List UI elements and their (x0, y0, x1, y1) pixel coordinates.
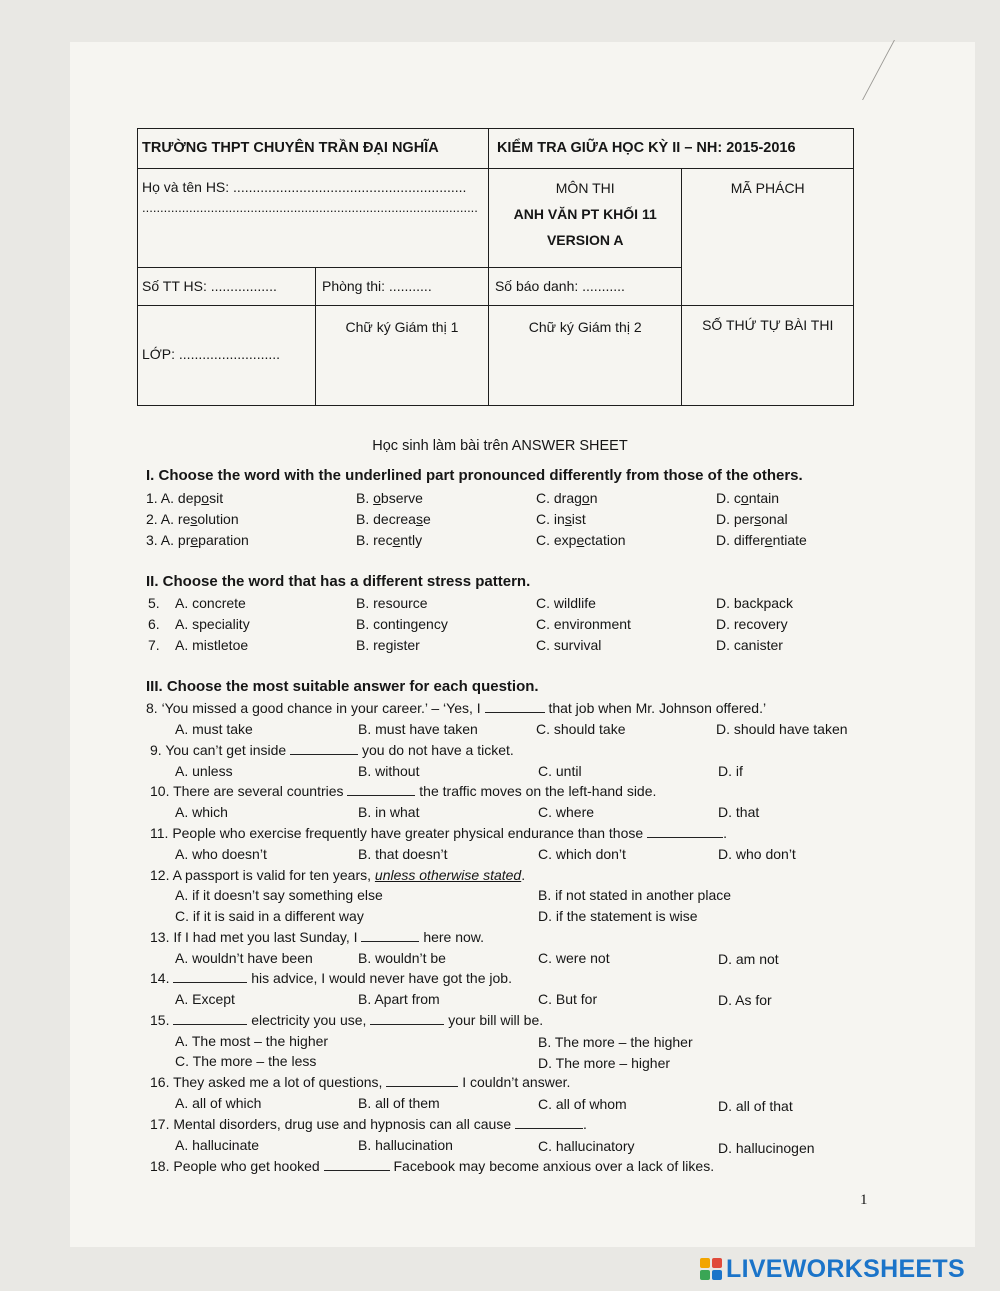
q3-c-underline: e (576, 532, 585, 548)
exam-cell (488, 129, 853, 169)
lop-label: LỚP: .......................... (142, 346, 281, 362)
q15-option-a: A. The most – the higher (175, 1033, 329, 1049)
q2-a-rest: olution (197, 511, 239, 527)
q1-b-text: B. (356, 490, 374, 506)
so-bao-danh-label: Số báo danh: ........... (494, 278, 625, 294)
q5-option-d: D. backpack (716, 595, 794, 611)
q1-option-a (146, 490, 223, 506)
so-tt-label: Số TT HS: ................. (142, 278, 277, 294)
q16-option-c: C. all of whom (538, 1096, 627, 1112)
q14-option-a: A. Except (175, 991, 235, 1007)
q3-d-rest: ntiate (772, 532, 807, 548)
q9-stem-start: 9. You can’t get inside (150, 742, 287, 758)
q17-stem (150, 1116, 587, 1132)
q6-option-d: D. recovery (716, 616, 788, 632)
q14-option-c: C. But for (538, 991, 598, 1007)
q3-option-d (716, 532, 807, 548)
q14-option-d: D. As for (718, 992, 772, 1008)
q16-stem-end: I couldn’t answer. (462, 1074, 571, 1090)
q1-option-c (536, 490, 598, 506)
q12-stem (150, 867, 525, 883)
q2-option-b (356, 511, 431, 527)
q14-answer-blank[interactable] (173, 970, 247, 983)
q16-stem (150, 1074, 570, 1090)
q3-d-text: D. differ (716, 532, 765, 548)
q16-option-d: D. all of that (718, 1098, 793, 1114)
q3-option-b (356, 532, 422, 548)
q2-d-text: D. per (716, 511, 755, 527)
q13-answer-blank[interactable] (361, 929, 419, 942)
q13-stem-end: here now. (423, 929, 485, 945)
q13-option-d: D. am not (718, 951, 779, 967)
exam-title: KIỂM TRA GIỮA HỌC KỲ II – NH: 2015-2016 (496, 140, 796, 156)
q1-option-d (716, 490, 779, 506)
q10-stem-end: the traffic moves on the left-hand side. (419, 783, 657, 799)
q7-option-c: C. survival (536, 637, 602, 653)
q18-stem-end: Facebook may become anxious over a lack of likes. (393, 1158, 715, 1174)
q9-option-c: C. until (538, 763, 582, 779)
q3-a-underline: e (190, 532, 199, 548)
q7-option-a: A. mistletoe (175, 637, 249, 653)
q15-answer-blank-1[interactable] (173, 1012, 247, 1025)
q1-b-rest: bserve (380, 490, 423, 506)
q6-option-b: B. contingency (356, 616, 448, 632)
q13-option-b: B. wouldn’t be (358, 950, 446, 966)
q8-option-d: D. should have taken (716, 721, 848, 737)
q9-option-d: D. if (718, 763, 743, 779)
q2-b-text: B. decrea (356, 511, 416, 527)
q1-d-underline: o (740, 490, 749, 506)
q12-stem-end: . (521, 867, 526, 883)
q12-stem-start: 12. A passport is valid for ten years, (150, 867, 372, 883)
q9-option-b: B. without (358, 763, 420, 779)
q12-option-c: C. if it is said in a different way (175, 908, 364, 924)
so-thu-tu-cell (682, 306, 854, 406)
q12-option-a: A. if it doesn’t say something else (175, 887, 383, 903)
exam-header-table (137, 128, 854, 406)
version-label: VERSION A (546, 232, 624, 248)
q8-stem-start: 8. ‘You missed a good chance in your career.’ – ‘Yes, I (146, 700, 481, 716)
q12-option-d: D. if the statement is wise (538, 908, 698, 924)
q2-number: 2. A. (146, 511, 175, 527)
page-number: 1 (860, 1192, 868, 1208)
q15-option-d: D. The more – higher (538, 1055, 671, 1071)
q2-c-underline: s (564, 511, 572, 527)
q1-a-underline: o (201, 490, 210, 506)
q3-b-underline: e (392, 532, 401, 548)
q1-b-underline: o (373, 490, 381, 506)
chu-ky-1-cell (315, 306, 488, 406)
q3-number: 3. A. (146, 532, 175, 548)
q2-option-c (536, 511, 586, 527)
q8-option-c: C. should take (536, 721, 626, 737)
q3-b-text: B. rec (356, 532, 393, 548)
q9-stem-end: you do not have a ticket. (362, 742, 514, 758)
q3-a-text: pr (177, 532, 191, 548)
q11-stem (150, 825, 727, 841)
chu-ky-2-label: Chữ ký Giám thị 2 (528, 319, 642, 335)
q10-stem (150, 783, 656, 799)
q14-stem-end: his advice, I would never have got the job. (251, 970, 512, 986)
ma-phach-cell (682, 169, 854, 306)
liveworksheets-logo[interactable] (700, 1254, 965, 1284)
school-name: TRƯỜNG THPT CHUYÊN TRẦN ĐẠI NGHĨA (142, 140, 439, 156)
q1-a-text: dep (177, 490, 202, 506)
instruction-text: Học sinh làm bài trên ANSWER SHEET (372, 438, 628, 454)
q1-d-text: D. c (716, 490, 741, 506)
ma-phach-label: MÃ PHÁCH (730, 180, 805, 196)
student-name-dots: ............................................................................................. (142, 200, 478, 215)
q14-stem (150, 970, 512, 986)
q5-number: 5. (148, 595, 160, 611)
q8-stem-end: that job when Mr. Johnson offered.’ (548, 700, 767, 716)
school-cell (138, 129, 489, 169)
q9-option-a: A. unless (175, 763, 233, 779)
instruction-title (0, 438, 1000, 454)
q13-stem (150, 929, 484, 945)
phong-thi-cell (315, 268, 488, 306)
q1-c-rest: n (589, 490, 598, 506)
q15-option-b: B. The more – the higher (538, 1034, 693, 1050)
q3-option-a (146, 532, 249, 548)
q2-d-underline: s (754, 511, 762, 527)
q6-option-a: A. speciality (175, 616, 250, 632)
q15-stem (150, 1012, 543, 1028)
q10-stem-start: 10. There are several countries (150, 783, 344, 799)
q16-answer-blank[interactable] (386, 1074, 458, 1087)
q7-option-d: D. canister (716, 637, 783, 653)
q15-stem-end: your bill will be. (448, 1012, 544, 1028)
q11-answer-blank[interactable] (647, 825, 723, 838)
q10-answer-blank[interactable] (347, 783, 415, 796)
q11-stem-start: 11. People who exercise frequently have greater physical endurance than those (150, 825, 644, 841)
q2-a-text: re (177, 511, 191, 527)
q18-stem-start: 18. People who get hooked (150, 1158, 320, 1174)
q11-option-c: C. which don’t (538, 846, 626, 862)
q12-option-b: B. if not stated in another place (538, 887, 732, 903)
q6-number: 6. (148, 616, 160, 632)
q2-option-a (146, 511, 239, 527)
q3-a-rest: paration (198, 532, 249, 548)
so-bao-danh-cell (488, 268, 682, 306)
logo-squares-icon (700, 1258, 722, 1280)
q12-underlined-phrase: unless otherwise stated (374, 867, 522, 883)
q15-number: 15. (150, 1012, 170, 1028)
q1-number: 1. A. (146, 490, 175, 506)
q17-answer-blank[interactable] (515, 1116, 583, 1129)
q3-c-text: C. exp (536, 532, 577, 548)
student-name-label: Họ và tên HS: ............................................................ (142, 179, 467, 195)
q2-a-underline: s (190, 511, 198, 527)
q14-number: 14. (150, 970, 170, 986)
q15-option-c: C. The more – the less (175, 1053, 317, 1069)
q13-option-a: A. wouldn’t have been (175, 950, 313, 966)
q16-option-a: A. all of which (175, 1095, 262, 1111)
q7-option-b: B. register (356, 637, 420, 653)
q2-b-underline: s (415, 511, 423, 527)
q1-option-b (356, 490, 423, 506)
logo-text: LIVEWORKSHEETS (726, 1254, 965, 1283)
so-thu-tu-label: SỐ THỨ TỰ BÀI THI (702, 317, 834, 333)
q17-stem-end: . (583, 1116, 587, 1132)
q6-option-c: C. environment (536, 616, 631, 632)
q10-option-a: A. which (175, 804, 228, 820)
q8-option-b: B. must have taken (358, 721, 478, 737)
q5-option-b: B. resource (356, 595, 428, 611)
q18-stem (150, 1158, 714, 1174)
phong-thi-label: Phòng thi: ........... (321, 278, 432, 294)
q9-stem (150, 742, 514, 758)
q15-stem-middle: electricity you use, (251, 1012, 367, 1028)
chu-ky-1-label: Chữ ký Giám thị 1 (345, 319, 459, 335)
q2-b-rest: e (422, 511, 431, 527)
q8-stem (146, 700, 766, 716)
q10-option-c: C. where (538, 804, 595, 820)
q1-d-rest: ntain (748, 490, 780, 506)
q2-c-text: C. in (536, 511, 565, 527)
q11-stem-end: . (723, 825, 727, 841)
q17-option-d: D. hallucinogen (718, 1140, 815, 1156)
q13-stem-start: 13. If I had met you last Sunday, I (150, 929, 358, 945)
lop-cell (138, 306, 316, 406)
q17-option-b: B. hallucination (358, 1137, 453, 1153)
q1-a-rest: sit (209, 490, 224, 506)
q18-answer-blank[interactable] (324, 1158, 390, 1171)
q17-option-a: A. hallucinate (175, 1137, 260, 1153)
q5-option-a: A. concrete (175, 595, 246, 611)
q1-c-underline: o (581, 490, 590, 506)
q2-d-rest: onal (761, 511, 788, 527)
so-tt-cell (138, 268, 316, 306)
q3-option-c (536, 532, 626, 548)
q17-option-c: C. hallucinatory (538, 1138, 635, 1154)
q10-option-b: B. in what (358, 804, 420, 820)
q17-stem-start: 17. Mental disorders, drug use and hypnosis can all cause (150, 1116, 512, 1132)
q11-option-b: B. that doesn’t (358, 846, 448, 862)
q8-answer-blank[interactable] (485, 700, 545, 713)
section-1-title: I. Choose the word with the underlined part pronounced differently from those of the others. (146, 467, 803, 484)
q2-option-d (716, 511, 788, 527)
q7-number: 7. (148, 637, 160, 653)
section-2-title: II. Choose the word that has a different stress pattern. (146, 573, 531, 590)
q3-d-underline: e (764, 532, 773, 548)
subject-cell (488, 169, 682, 268)
q9-answer-blank[interactable] (290, 742, 358, 755)
q5-option-c: C. wildlife (536, 595, 596, 611)
q14-option-b: B. Apart from (358, 991, 440, 1007)
section-3-title: III. Choose the most suitable answer for each question. (146, 678, 539, 695)
student-name-cell (138, 169, 489, 268)
q3-c-rest: ctation (584, 532, 626, 548)
q10-option-d: D. that (718, 804, 760, 820)
q2-c-rest: ist (571, 511, 586, 527)
q1-c-text: C. drag (536, 490, 582, 506)
q11-option-d: D. who don’t (718, 846, 796, 862)
q13-option-c: C. were not (538, 950, 610, 966)
q16-stem-start: 16. They asked me a lot of questions, (150, 1074, 383, 1090)
q8-option-a: A. must take (175, 721, 253, 737)
q16-option-b: B. all of them (358, 1095, 440, 1111)
chu-ky-2-cell (488, 306, 682, 406)
q3-b-rest: ntly (400, 532, 423, 548)
q15-answer-blank-2[interactable] (370, 1012, 444, 1025)
q11-option-a: A. who doesn’t (175, 846, 267, 862)
subject-name: ANH VĂN PT KHỐI 11 (513, 206, 657, 222)
mon-thi-label: MÔN THI (555, 180, 615, 196)
